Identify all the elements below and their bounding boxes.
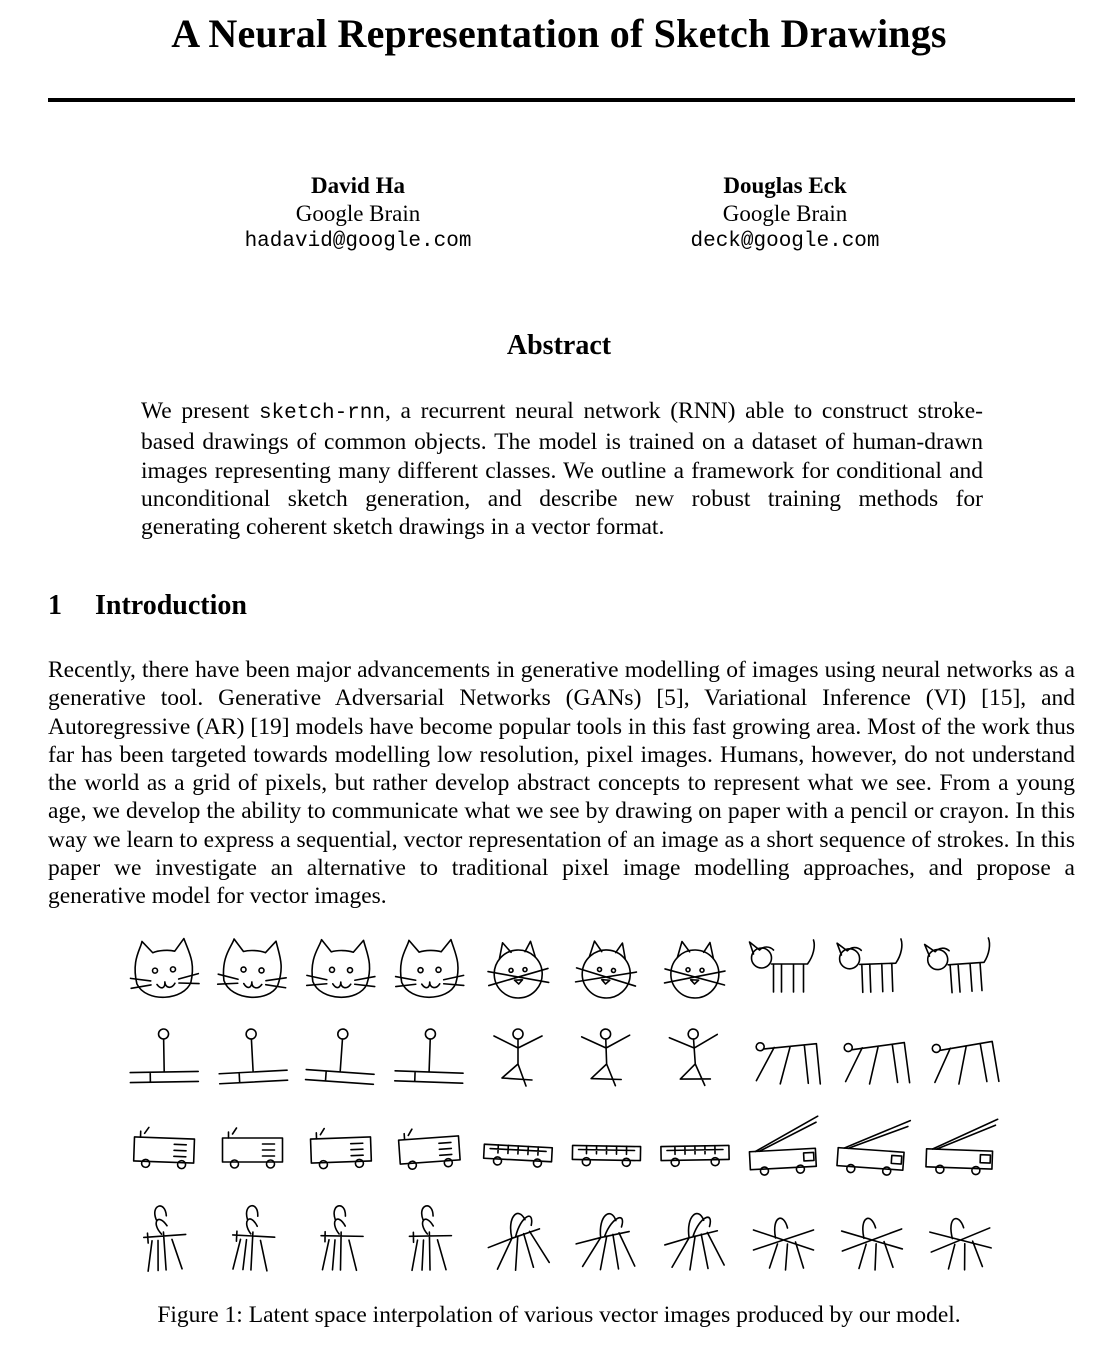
- sketch-cat-6: [575, 940, 639, 1000]
- sketch-cat-3: [307, 939, 376, 997]
- sketch-mosquito-4: [409, 1205, 452, 1270]
- sketch-firetruck-7: [661, 1145, 729, 1166]
- figure-row-firetruck: [133, 1116, 997, 1177]
- sketch-cat-10: [924, 938, 992, 994]
- sketch-mosquito-2: [231, 1205, 276, 1271]
- sketch-yoga-pose-9: [844, 1042, 911, 1085]
- sketch-yoga-pose-6: [581, 1028, 631, 1087]
- sketch-mosquito-3: [320, 1205, 363, 1270]
- sketch-cat-9: [837, 939, 904, 993]
- sketch-mosquito-10: [929, 1216, 992, 1272]
- author-name: Douglas Eck: [723, 173, 847, 198]
- sketch-firetruck-3: [310, 1127, 371, 1169]
- sketch-yoga-pose-2: [217, 1027, 288, 1083]
- author-affiliation: Google Brain: [295, 201, 421, 226]
- figure-interpolation: [110, 930, 1010, 1290]
- intro-paragraph: Recently, there have been major advancements in generative modelling of images using neural networks as a generative tool. Generative Adversarial Networks (GANs) [5], Variational Inference (VI) [15], and Autoregressive (AR) [19] models have become popular tools in this fast growing area. Most of the work thus far has been targeted towards modelling low resolution, pixel images. Humans, however, do not understand the world as a grid of pixels, but rather develop abstract concepts to represent what we see. From a young age, we develop the ability to communicate what we see by drawing on paper with a pencil or crayon. In this way we learn to express a sequential, vector representation of an image as a short sequence of strokes. In this paper we investigate an alternative to traditional pixel image modelling approaches, and propose a generative model for vector images.: [48, 657, 1075, 910]
- sketch-mosquito-9: [841, 1217, 903, 1271]
- abstract-code: sketch-rnn: [258, 402, 385, 425]
- sketch-firetruck-6: [572, 1145, 640, 1166]
- author-name: David Ha: [311, 173, 405, 198]
- abstract-pre: We present: [141, 398, 259, 424]
- sketch-mosquito-5: [487, 1212, 550, 1272]
- sketch-firetruck-5: [483, 1144, 552, 1168]
- sketch-yoga-pose-5: [494, 1029, 542, 1086]
- section-heading: [48, 590, 247, 622]
- paper-title: A Neural Representation of Sketch Drawings: [171, 11, 947, 56]
- sketch-cat-2: [217, 938, 288, 999]
- abstract-heading: Abstract: [506, 330, 612, 361]
- section-title: Introduction: [95, 590, 247, 621]
- author-block-1: [178, 172, 538, 256]
- sketch-firetruck-9: [837, 1116, 911, 1177]
- sketch-firetruck-10: [926, 1117, 998, 1175]
- sketch-firetruck-4: [398, 1126, 461, 1170]
- abstract-post: , a recurrent neural network (RNN) able to construct stroke-based drawings of common objects. The model is trained on a dataset of human-drawn images representing many different classes. We outline a framework for conditional and unconditional sketch generation, and describe new robust training methods for generating coherent sketch drawings in a vector format.: [141, 398, 983, 541]
- author-email: hadavid@google.com: [244, 230, 472, 253]
- title-rule: [48, 98, 1075, 102]
- sketch-firetruck-1: [133, 1127, 194, 1169]
- figure-row-yoga-pose: [129, 1027, 998, 1088]
- sketch-yoga-pose-3: [306, 1027, 378, 1085]
- figure-row-mosquito: [142, 1204, 993, 1272]
- author-affiliation: Google Brain: [722, 201, 848, 226]
- sketch-mosquito-6: [574, 1212, 638, 1273]
- sketch-yoga-pose-7: [669, 1027, 721, 1087]
- sketch-mosquito-8: [754, 1218, 814, 1270]
- sketch-yoga-pose-1: [129, 1028, 198, 1082]
- figure-caption: Figure 1: Latent space interpolation of various vector images produced by our model.: [157, 1302, 961, 1328]
- sketch-mosquito-1: [142, 1204, 188, 1271]
- sketch-mosquito-7: [664, 1213, 726, 1272]
- sketch-yoga-pose-4: [395, 1028, 465, 1083]
- sketch-yoga-pose-8: [754, 1041, 822, 1086]
- sketch-cat-1: [128, 938, 200, 1000]
- sketch-cat-5: [487, 940, 550, 999]
- author-block-2: [605, 172, 965, 256]
- sketch-cat-8: [750, 940, 815, 992]
- section-number: 1: [48, 590, 62, 621]
- abstract-text: [141, 397, 983, 541]
- author-email: deck@google.com: [690, 230, 880, 253]
- figure-row-cat: [128, 938, 993, 1000]
- sketch-yoga-pose-10: [932, 1041, 999, 1084]
- sketch-cat-7: [664, 941, 726, 999]
- sketch-firetruck-8: [748, 1116, 821, 1176]
- sketch-firetruck-2: [223, 1128, 283, 1168]
- sketch-cat-4: [395, 939, 464, 997]
